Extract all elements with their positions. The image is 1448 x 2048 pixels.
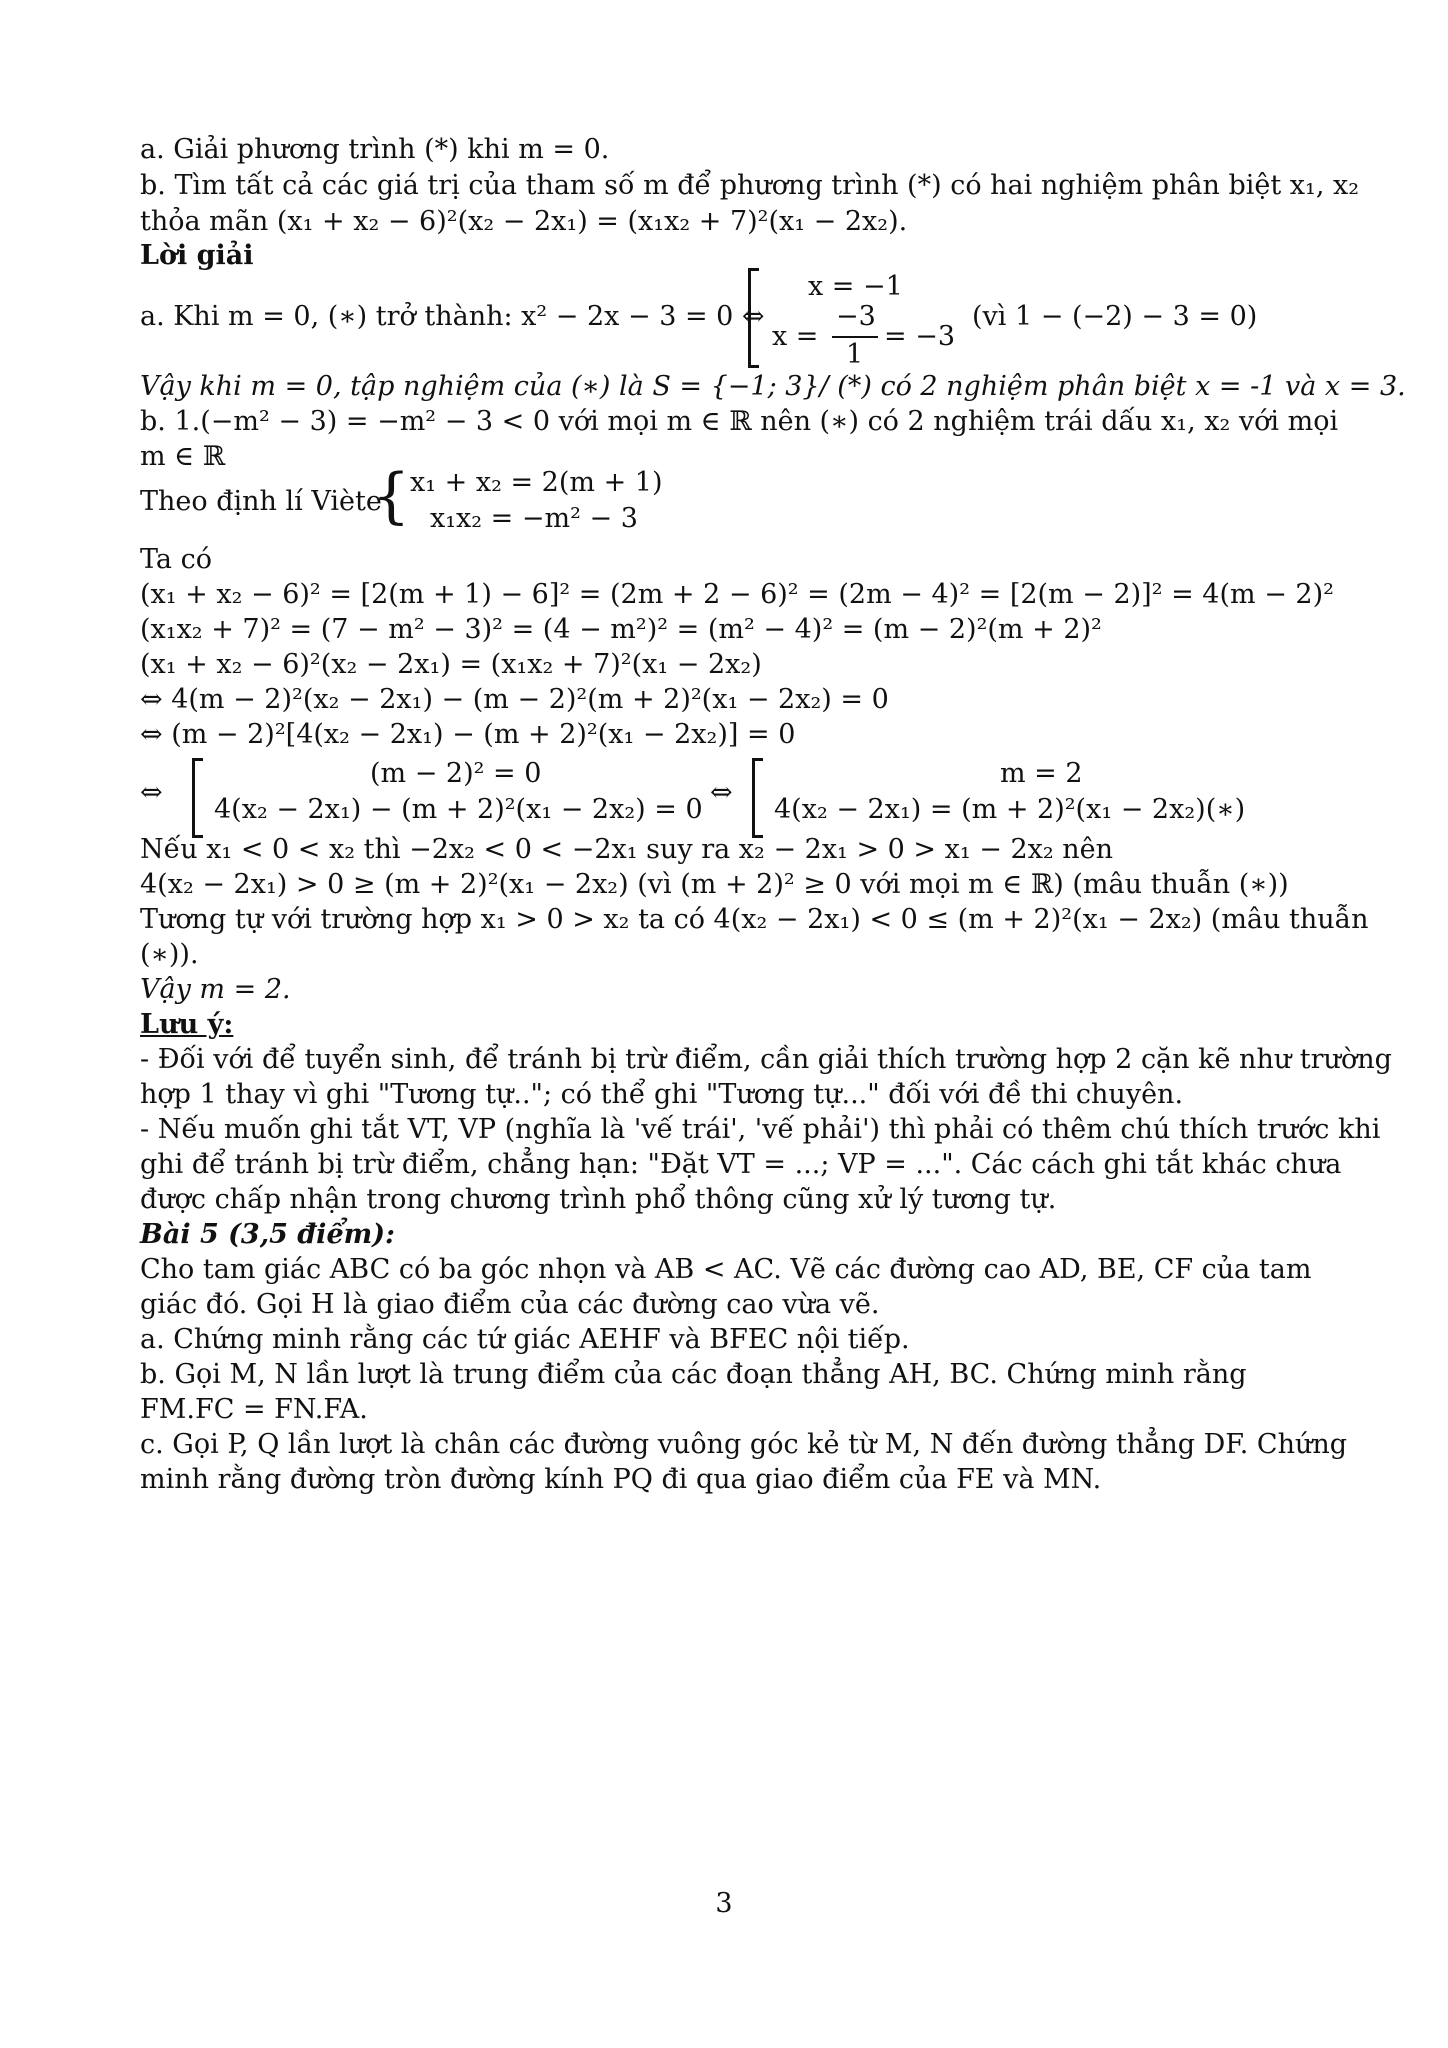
check-note: (vì 1 − (−2) − 3 = 0) — [972, 301, 1258, 332]
system-b2-line1: m = 2 — [1000, 758, 1083, 789]
note-line2: hợp 1 thay vì ghi "Tương tự.."; có thể ghi "Tương tự..." đối với đề thi chuyên. — [140, 1079, 1184, 1110]
ta-co: Ta có — [140, 544, 212, 575]
case-1-line1: Nếu x₁ < 0 < x₂ thì −2x₂ < 0 < −2x₁ suy ra x₂ − 2x₁ > 0 > x₁ − 2x₂ nên — [140, 834, 1114, 865]
bracket-system-b1 — [192, 758, 203, 838]
bracket-system-b2 — [752, 758, 763, 838]
viete-product: x₁x₂ = −m² − 3 — [430, 503, 638, 534]
root-2-denominator: 1 — [846, 339, 864, 370]
equiv-symbol-2: ⇔ — [710, 777, 733, 808]
problem-part-b: b. Tìm tất cả các giá trị của tham số m để phương trình (*) có hai nghiệm phân biệt x₁, x₂ — [140, 170, 1360, 201]
solution-heading: Lời giải — [140, 240, 254, 271]
problem-5-part-c: c. Gọi P, Q lần lượt là chân các đường vuông góc kẻ từ M, N đến đường thẳng DF. Chứng — [140, 1429, 1348, 1460]
root-2-prefix: x = — [772, 321, 819, 352]
viete-sum: x₁ + x₂ = 2(m + 1) — [410, 467, 663, 498]
problem-5-part-b: b. Gọi M, N lần lượt là trung điểm của các đoạn thẳng AH, BC. Chứng minh rằng — [140, 1359, 1247, 1390]
system-b2-line2: 4(x₂ − 2x₁) = (m + 2)²(x₁ − 2x₂)(∗) — [774, 794, 1246, 825]
solution-a-conclusion: Vậy khi m = 0, tập nghiệm của (∗) là S = {−1; 3}/ (*) có 2 nghiệm phân biệt x = -1 và x = 3. — [140, 371, 1406, 402]
case-2-line2: (∗)). — [140, 939, 199, 970]
equation-2: (x₁x₂ + 7)² = (7 − m² − 3)² = (4 − m²)² = (m² − 4)² = (m − 2)²(m + 2)² — [140, 614, 1102, 645]
equation-5: ⇔ (m − 2)²[4(x₂ − 2x₁) − (m + 2)²(x₁ − 2x₂)] = 0 — [140, 719, 796, 750]
root-2-value: = −3 — [884, 321, 956, 352]
equation-4: ⇔ 4(m − 2)²(x₂ − 2x₁) − (m − 2)²(m + 2)²(x₁ − 2x₂) = 0 — [140, 684, 889, 715]
note-heading: Lưu ý: — [140, 1009, 234, 1040]
final-answer: Vậy m = 2. — [140, 974, 291, 1005]
bracket-system-a — [748, 268, 759, 368]
problem-5-line2: giác đó. Gọi H là giao điểm của các đường cao vừa vẽ. — [140, 1289, 880, 1320]
note-line4: ghi để tránh bị trừ điểm, chẳng hạn: "Đặt VT = ...; VP = ...". Các cách ghi tắt khác chưa — [140, 1149, 1342, 1180]
viete-label: Theo định lí Viète — [140, 486, 382, 517]
problem-5-part-a: a. Chứng minh rằng các tứ giác AEHF và BFEC nội tiếp. — [140, 1324, 910, 1355]
case-2-line1: Tương tự với trường hợp x₁ > 0 > x₂ ta có 4(x₂ − 2x₁) < 0 ≤ (m + 2)²(x₁ − 2x₂) (mâu thuẫn — [140, 904, 1369, 935]
solution-a-intro: a. Khi m = 0, (∗) trở thành: x² − 2x − 3 = 0 ⇔ — [140, 301, 765, 332]
note-line1: - Đối với để tuyển sinh, để tránh bị trừ điểm, cần giải thích trường hợp 2 cặn kẽ như trường — [140, 1044, 1392, 1075]
problem-5-part-b-cont: FM.FC = FN.FA. — [140, 1394, 368, 1425]
root-1: x = −1 — [808, 271, 903, 302]
problem-part-a: a. Giải phương trình (*) khi m = 0. — [140, 134, 610, 165]
case-1-line2: 4(x₂ − 2x₁) > 0 ≥ (m + 2)²(x₁ − 2x₂) (vì (m + 2)² ≥ 0 với mọi m ∈ ℝ) (mâu thuẫn (∗)) — [140, 869, 1289, 900]
problem-5-line1: Cho tam giác ABC có ba góc nhọn và AB < AC. Vẽ các đường cao AD, BE, CF của tam — [140, 1254, 1312, 1285]
brace-viete: { — [372, 461, 411, 531]
system-b1-line2: 4(x₂ − 2x₁) − (m + 2)²(x₁ − 2x₂) = 0 — [214, 794, 703, 825]
solution-b-line2: m ∈ ℝ — [140, 441, 226, 472]
solution-b-line1: b. 1.(−m² − 3) = −m² − 3 < 0 với mọi m ∈ ℝ nên (∗) có 2 nghiệm trái dấu x₁, x₂ với mọi — [140, 406, 1339, 437]
problem-5-part-c-cont: minh rằng đường tròn đường kính PQ đi qua giao điểm của FE và MN. — [140, 1464, 1102, 1495]
note-line3: - Nếu muốn ghi tắt VT, VP (nghĩa là 'vế trái', 'vế phải') thì phải có thêm chú thích trước khi — [140, 1114, 1381, 1145]
system-b1-line1: (m − 2)² = 0 — [370, 758, 542, 789]
note-line5: được chấp nhận trong chương trình phổ thông cũng xử lý tương tự. — [140, 1184, 1057, 1215]
equation-1: (x₁ + x₂ − 6)² = [2(m + 1) − 6]² = (2m + 2 − 6)² = (2m − 4)² = [2(m − 2)]² = 4(m − 2)² — [140, 579, 1334, 610]
problem-condition: thỏa mãn (x₁ + x₂ − 6)²(x₂ − 2x₁) = (x₁x₂ + 7)²(x₁ − 2x₂). — [140, 206, 908, 237]
equation-3: (x₁ + x₂ − 6)²(x₂ − 2x₁) = (x₁x₂ + 7)²(x₁ − 2x₂) — [140, 649, 762, 680]
page-number: 3 — [715, 1888, 733, 1919]
equiv-symbol-1: ⇔ — [140, 777, 163, 808]
problem-5-heading: Bài 5 (3,5 điểm): — [140, 1219, 395, 1250]
root-2-numerator: −3 — [836, 301, 876, 332]
